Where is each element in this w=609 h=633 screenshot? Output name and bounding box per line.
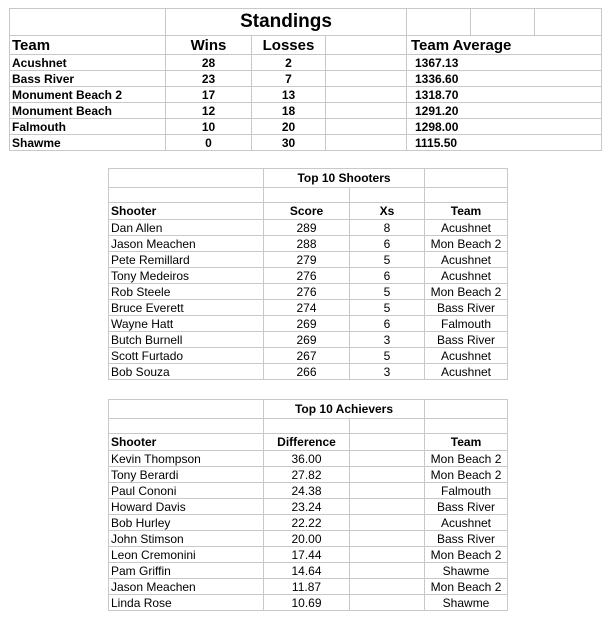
header-team: Team xyxy=(425,203,508,220)
team-average-value: 1318.70 xyxy=(407,87,602,103)
shooter-name: Tony Medeiros xyxy=(109,268,264,284)
header-xs: Xs xyxy=(350,203,425,220)
losses-value: 7 xyxy=(252,71,326,87)
top-achievers-table xyxy=(108,399,508,611)
team-name: Monument Beach xyxy=(10,103,166,119)
team-name: Mon Beach 2 xyxy=(425,284,508,300)
shooter-name: Bruce Everett xyxy=(109,300,264,316)
losses-value: 20 xyxy=(252,119,326,135)
difference-value: 22.22 xyxy=(264,515,350,531)
standings-header-row xyxy=(10,36,602,55)
losses-value: 13 xyxy=(252,87,326,103)
team-name: Acushnet xyxy=(425,364,508,380)
difference-value: 14.64 xyxy=(264,563,350,579)
table-row xyxy=(109,563,508,579)
team-name: Falmouth xyxy=(425,316,508,332)
xs-value: 5 xyxy=(350,300,425,316)
xs-value: 6 xyxy=(350,268,425,284)
table-row xyxy=(10,135,602,151)
team-name: Mon Beach 2 xyxy=(425,547,508,563)
team-name: Mon Beach 2 xyxy=(425,451,508,467)
team-name: Falmouth xyxy=(10,119,166,135)
shooter-name: Howard Davis xyxy=(109,499,264,515)
shooter-name: Bob Hurley xyxy=(109,515,264,531)
header-wins: Wins xyxy=(166,36,252,55)
team-name: Acushnet xyxy=(425,268,508,284)
team-average-value: 1115.50 xyxy=(407,135,602,151)
table-row xyxy=(109,268,508,284)
difference-value: 23.24 xyxy=(264,499,350,515)
team-name: Falmouth xyxy=(425,483,508,499)
table-row xyxy=(109,515,508,531)
table-row xyxy=(109,348,508,364)
shooter-name: Leon Cremonini xyxy=(109,547,264,563)
table-row xyxy=(109,547,508,563)
shooter-name: Wayne Hatt xyxy=(109,316,264,332)
header-shooter: Shooter xyxy=(109,434,264,451)
shooter-name: Pam Griffin xyxy=(109,563,264,579)
difference-value: 24.38 xyxy=(264,483,350,499)
table-row xyxy=(109,236,508,252)
xs-value: 5 xyxy=(350,348,425,364)
table-row xyxy=(109,316,508,332)
wins-value: 10 xyxy=(166,119,252,135)
team-average-value: 1298.00 xyxy=(407,119,602,135)
xs-value: 8 xyxy=(350,220,425,236)
team-average-value: 1291.20 xyxy=(407,103,602,119)
table-row xyxy=(109,531,508,547)
losses-value: 2 xyxy=(252,55,326,71)
difference-value: 11.87 xyxy=(264,579,350,595)
team-name: Bass River xyxy=(425,300,508,316)
table-row xyxy=(109,252,508,268)
top-shooters-table xyxy=(108,168,508,380)
xs-value: 6 xyxy=(350,316,425,332)
table-row xyxy=(10,103,602,119)
score-value: 266 xyxy=(264,364,350,380)
table-row xyxy=(109,499,508,515)
team-average-value: 1367.13 xyxy=(407,55,602,71)
score-value: 267 xyxy=(264,348,350,364)
xs-value: 6 xyxy=(350,236,425,252)
shooter-name: Dan Allen xyxy=(109,220,264,236)
header-losses: Losses xyxy=(252,36,326,55)
losses-value: 30 xyxy=(252,135,326,151)
table-row xyxy=(109,595,508,611)
team-name: Mon Beach 2 xyxy=(425,467,508,483)
shooter-name: Paul Cononi xyxy=(109,483,264,499)
header-team-average: Team Average xyxy=(407,36,602,55)
score-value: 276 xyxy=(264,268,350,284)
shooter-name: Rob Steele xyxy=(109,284,264,300)
team-name: Shawme xyxy=(425,595,508,611)
losses-value: 18 xyxy=(252,103,326,119)
xs-value: 5 xyxy=(350,252,425,268)
wins-value: 28 xyxy=(166,55,252,71)
team-average-value: 1336.60 xyxy=(407,71,602,87)
team-name: Shawme xyxy=(10,135,166,151)
shooters-title: Top 10 Shooters xyxy=(264,169,425,188)
shooter-name: Butch Burnell xyxy=(109,332,264,348)
table-row xyxy=(109,300,508,316)
table-row xyxy=(10,55,602,71)
xs-value: 3 xyxy=(350,364,425,380)
difference-value: 27.82 xyxy=(264,467,350,483)
team-name: Bass River xyxy=(425,531,508,547)
header-difference: Difference xyxy=(264,434,350,451)
shooters-header-row xyxy=(109,203,508,220)
team-name: Acushnet xyxy=(425,348,508,364)
difference-value: 20.00 xyxy=(264,531,350,547)
wins-value: 0 xyxy=(166,135,252,151)
score-value: 269 xyxy=(264,316,350,332)
table-row xyxy=(109,364,508,380)
team-name: Mon Beach 2 xyxy=(425,236,508,252)
header-team: Team xyxy=(10,36,166,55)
standings-title-row xyxy=(10,9,602,36)
xs-value: 5 xyxy=(350,284,425,300)
table-row xyxy=(109,332,508,348)
xs-value: 3 xyxy=(350,332,425,348)
shooters-title-row xyxy=(109,169,508,188)
table-row xyxy=(10,71,602,87)
achievers-title-row xyxy=(109,400,508,419)
header-team: Team xyxy=(425,434,508,451)
shooter-name: Jason Meachen xyxy=(109,579,264,595)
shooter-name: Linda Rose xyxy=(109,595,264,611)
table-row xyxy=(109,483,508,499)
standings-title: Standings xyxy=(166,9,407,36)
score-value: 276 xyxy=(264,284,350,300)
team-name: Acushnet xyxy=(425,220,508,236)
score-value: 269 xyxy=(264,332,350,348)
header-shooter: Shooter xyxy=(109,203,264,220)
score-value: 288 xyxy=(264,236,350,252)
difference-value: 10.69 xyxy=(264,595,350,611)
header-score: Score xyxy=(264,203,350,220)
difference-value: 17.44 xyxy=(264,547,350,563)
shooter-name: John Stimson xyxy=(109,531,264,547)
table-row xyxy=(109,451,508,467)
team-name: Bass River xyxy=(425,499,508,515)
table-row xyxy=(10,87,602,103)
standings-table xyxy=(9,8,602,151)
team-name: Acushnet xyxy=(425,252,508,268)
difference-value: 36.00 xyxy=(264,451,350,467)
table-row xyxy=(10,119,602,135)
team-name: Shawme xyxy=(425,563,508,579)
score-value: 289 xyxy=(264,220,350,236)
shooter-name: Kevin Thompson xyxy=(109,451,264,467)
achievers-header-row xyxy=(109,434,508,451)
shooter-name: Scott Furtado xyxy=(109,348,264,364)
team-name: Mon Beach 2 xyxy=(425,579,508,595)
wins-value: 17 xyxy=(166,87,252,103)
table-row xyxy=(109,284,508,300)
table-row xyxy=(109,220,508,236)
shooter-name: Pete Remillard xyxy=(109,252,264,268)
team-name: Acushnet xyxy=(10,55,166,71)
wins-value: 12 xyxy=(166,103,252,119)
wins-value: 23 xyxy=(166,71,252,87)
achievers-title: Top 10 Achievers xyxy=(264,400,425,419)
team-name: Bass River xyxy=(10,71,166,87)
shooter-name: Jason Meachen xyxy=(109,236,264,252)
table-row xyxy=(109,467,508,483)
team-name: Acushnet xyxy=(425,515,508,531)
score-value: 274 xyxy=(264,300,350,316)
score-value: 279 xyxy=(264,252,350,268)
table-row xyxy=(109,579,508,595)
team-name: Bass River xyxy=(425,332,508,348)
shooter-name: Bob Souza xyxy=(109,364,264,380)
shooter-name: Tony Berardi xyxy=(109,467,264,483)
team-name: Monument Beach 2 xyxy=(10,87,166,103)
